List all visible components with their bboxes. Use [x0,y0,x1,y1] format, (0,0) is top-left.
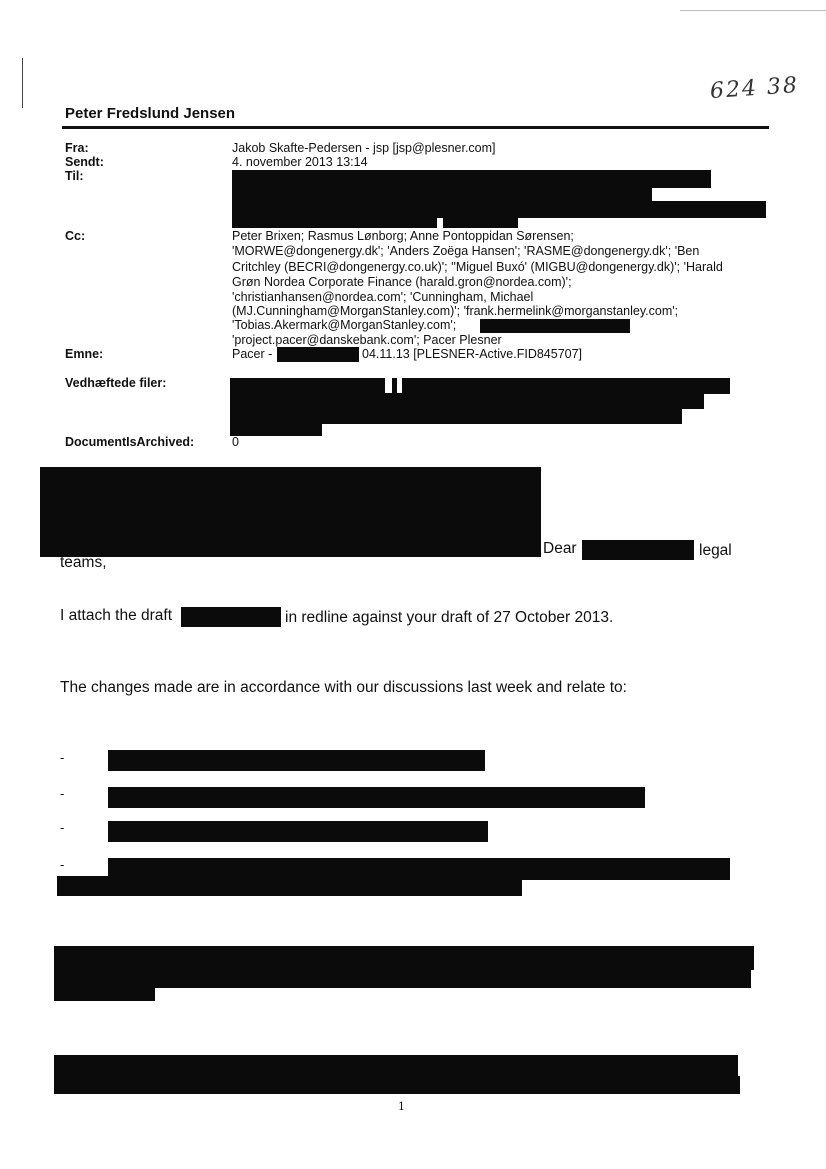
list-dash: - [60,820,65,835]
subject-label: Emne: [65,347,104,361]
teams-text: teams, [60,554,107,571]
cc-label: Cc: [65,229,86,243]
redaction-attachments-1 [230,378,385,394]
redaction-list-item [108,821,488,842]
to-label: Til: [65,169,84,183]
subject-prefix: Pacer - [232,347,273,361]
list-dash: - [60,857,65,872]
attach-suffix: in redline against your draft of 27 October 2013. [285,609,614,626]
handwritten-note: 624 38 [709,72,800,105]
dear-text: Dear [543,540,577,557]
attachments-label: Vedhæftede filer: [65,376,167,390]
list-dash: - [60,750,65,765]
redaction-to-5 [443,215,518,228]
cc-line: Peter Brixen; Rasmus Lønborg; Anne Pontoppidan Sørensen; [232,229,574,243]
redaction-list-item [108,750,485,771]
cc-line: 'project.pacer@danskebank.com'; Pacer Plesner [232,333,502,347]
sent-value: 4. november 2013 13:14 [232,155,368,169]
redaction-draft-name [181,607,281,627]
subject-suffix: 04.11.13 [PLESNER-Active.FID845707] [362,347,583,361]
redaction-cc [480,319,630,333]
sent-label: Sendt: [65,155,104,169]
legal-text: legal [699,542,732,559]
redaction-list-item [108,787,645,808]
redaction-attachments-4 [230,393,704,409]
redaction-recipient [582,540,694,560]
redaction-paragraph-1c [54,984,155,1001]
header-rule [62,126,769,129]
sender-name: Peter Fredslund Jensen [65,105,236,122]
redaction-to-2 [232,186,652,202]
list-dash: - [60,786,65,801]
redaction-paragraph-1b [54,966,751,988]
cc-line: Critchley (BECRI@dongenergy.co.uk)'; ''Miguel Buxó' (MIGBU@dongenergy.dk)'; 'Harald [232,260,723,274]
redaction-attachments-6 [230,422,322,436]
cc-line: 'christianhansen@nordea.com'; 'Cunningham, Michael [232,290,534,304]
from-value: Jakob Skafte-Pedersen - jsp [jsp@plesner.com] [232,141,496,155]
cc-line: (MJ.Cunningham@MorganStanley.com)'; 'frank.hermelink@morganstanley.com'; [232,304,679,318]
redaction-paragraph-2b [54,1076,740,1094]
scan-top-line [680,10,826,11]
archived-value: 0 [232,435,239,449]
attach-prefix: I attach the draft [60,607,173,624]
cc-line: Grøn Nordea Corporate Finance (harald.gron@nordea.com)'; [232,275,572,289]
redaction-attachments-2 [392,378,397,394]
redaction-to-4 [232,215,437,228]
redaction-list-item-cont [57,876,522,896]
archived-label: DocumentIsArchived: [65,435,195,449]
redaction-subject [277,347,359,362]
page-number: 1 [398,1100,405,1113]
changes-text: The changes made are in accordance with our discussions last week and relate to: [60,679,627,696]
from-label: Fra: [65,141,89,155]
cc-line: 'MORWE@dongenergy.dk'; 'Anders Zoëga Hansen'; 'RASME@dongenergy.dk'; 'Ben [232,244,700,258]
cc-line: 'Tobias.Akermark@MorganStanley.com'; [232,318,457,332]
scan-edge-mark [22,58,23,108]
redaction-body-intro [40,467,541,557]
redaction-attachments-3 [402,378,730,394]
